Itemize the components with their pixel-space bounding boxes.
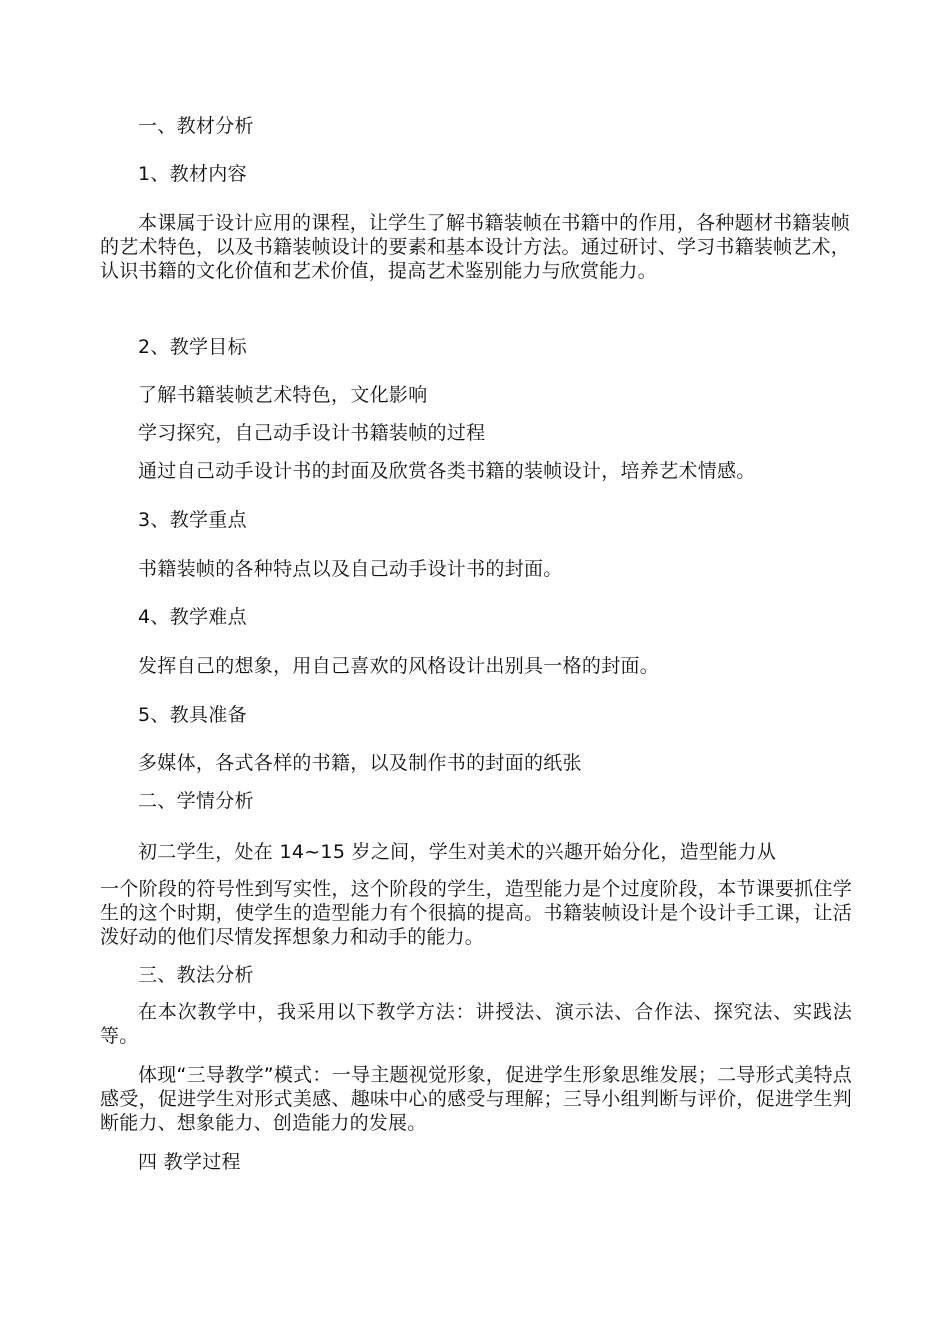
goal-item-1: 了解书籍装帧艺术特色，文化影响 <box>138 384 428 406</box>
subheading-teaching-difficulty: 4、教学难点 <box>138 606 247 628</box>
paragraph-teaching-method-2: 体现“三导教学”模式：一导主题视觉形象，促进学生形象思维发展；二导形式美特点感受，促进学生对形式美感、趣味中心的感受与理解；三导小组判断与评价，促进学生判断能力、想象能力、创造能力的发展。 <box>100 1064 852 1134</box>
paragraph-teaching-focus: 书籍装帧的各种特点以及自己动手设计书的封面。 <box>138 558 563 580</box>
paragraph-teaching-method-1: 在本次教学中，我采用以下教学方法：讲授法、演示法、合作法、探究法、实践法等。 <box>100 1001 852 1047</box>
paragraph-textbook-content: 本课属于设计应用的课程，让学生了解书籍装帧在书籍中的作用，各种题材书籍装帧的艺术特色，以及书籍装帧设计的要素和基本设计方法。通过研讨、学习书籍装帧艺术，认识书籍的文化价值和艺术价值，提高艺术鉴别能力与欣赏能力。 <box>100 212 850 282</box>
section-heading-teaching-method: 三、教法分析 <box>138 964 254 986</box>
paragraph-student-analysis-rest: 一个阶段的符号性到写实性，这个阶段的学生，造型能力是个过度阶段，本节课要抓住学生的这个时期，使学生的造型能力有个很搞的提高。书籍装帧设计是个设计手工课，让活泼好动的他们尽情发挥想象力和动手的能力。 <box>100 878 852 948</box>
section-heading-student-analysis: 二、学情分析 <box>138 790 254 812</box>
goal-item-2: 学习探究，自己动手设计书籍装帧的过程 <box>138 422 486 444</box>
subheading-teaching-focus: 3、教学重点 <box>138 509 247 531</box>
paragraph-teaching-difficulty: 发挥自己的想象，用自己喜欢的风格设计出别具一格的封面。 <box>138 655 660 677</box>
subheading-teaching-goals: 2、教学目标 <box>138 336 247 358</box>
subheading-textbook-content: 1、教材内容 <box>138 163 247 185</box>
section-heading-teaching-process: 四 教学过程 <box>138 1151 241 1173</box>
goal-item-3: 通过自己动手设计书的封面及欣赏各类书籍的装帧设计，培养艺术情感。 <box>138 460 756 482</box>
paragraph-teaching-aids: 多媒体，各式各样的书籍，以及制作书的封面的纸张 <box>138 752 582 774</box>
subheading-teaching-aids: 5、教具准备 <box>138 704 247 726</box>
section-heading-textbook-analysis: 一、教材分析 <box>138 115 254 137</box>
paragraph-student-analysis-first-line: 初二学生，处在 14~15 岁之间，学生对美术的兴趣开始分化，造型能力从 <box>138 841 777 863</box>
